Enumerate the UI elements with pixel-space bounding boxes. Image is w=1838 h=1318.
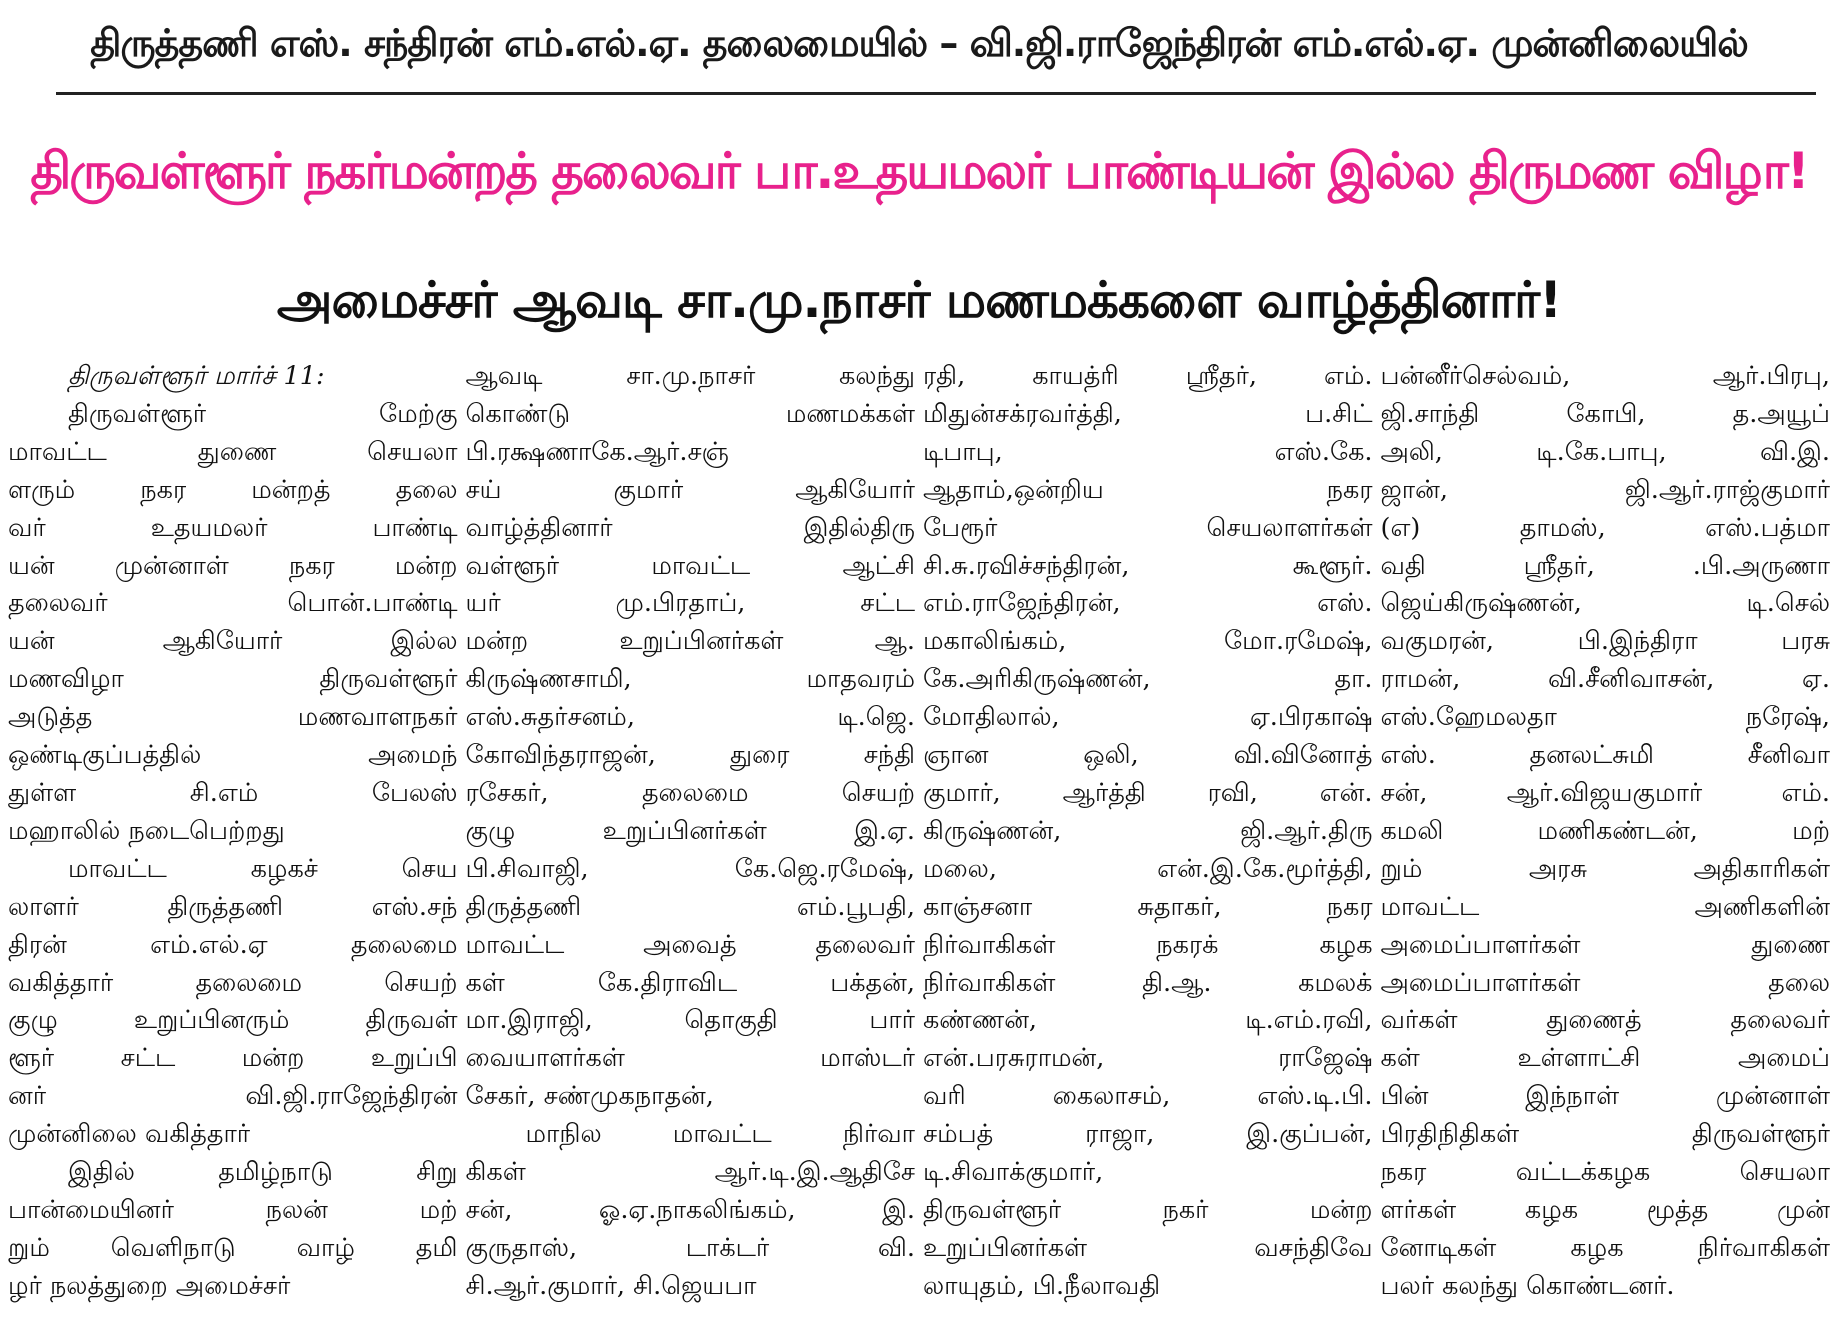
article-line: சன், ஓ.ஏ.நாகலிங்கம், இ. xyxy=(465,1194,915,1225)
article-line: எஸ்.சுதர்சனம், டி.ஜெ. xyxy=(465,702,915,733)
article-line: லாயுதம், பி.நீலாவதி xyxy=(923,1270,1161,1301)
article-line: இதில் தமிழ்நாடு சிறு xyxy=(68,1157,458,1188)
article-line: குருதாஸ், டாக்டர் வி. xyxy=(465,1232,915,1263)
article-line: சி.ஆர்.குமார், சி.ஜெயபா xyxy=(465,1270,757,1301)
article-line: யன் முன்னாள் நகர மன்ற xyxy=(8,550,458,581)
article-line: கோவிந்தராஜன், துரை சந்தி xyxy=(465,740,915,771)
article-line: வதி ஸ்ரீதர், .பி.அருணா xyxy=(1380,550,1830,581)
article-line: மலை, என்.இ.கே.மூர்த்தி, xyxy=(923,853,1373,884)
article-line: திருவள்ளூர் நகர் மன்ற xyxy=(923,1194,1373,1225)
article-line: குமார், ஆர்த்தி ரவி, என். xyxy=(923,777,1373,808)
article-line: ஜான், ஜி.ஆர்.ராஜ்குமார் xyxy=(1380,474,1830,505)
article-line: வகுமரன், பி.இந்திரா பரசு xyxy=(1380,626,1830,657)
article-line: துள்ள சி.எம் பேலஸ் xyxy=(8,777,458,808)
article-line: வரி கைலாசம், எஸ்.டி.பி. xyxy=(923,1081,1373,1112)
article-line: காஞ்சனா சுதாகர், நகர xyxy=(923,891,1373,922)
header-rule xyxy=(56,92,1816,95)
article-line: என்.பரசுராமன், ராஜேஷ் xyxy=(923,1043,1373,1074)
article-line: மாவட்ட கழகச் செய xyxy=(68,853,458,884)
article-line: வகித்தார் தலைமை செயற் xyxy=(8,967,458,998)
article-line: ஜி.சாந்தி கோபி, த.அயூப் xyxy=(1380,398,1830,429)
article-line: வள்ளூர் மாவட்ட ஆட்சி xyxy=(465,550,915,581)
article-line: ரதி, காயத்ரி ஸ்ரீதர், எம். xyxy=(923,361,1373,391)
article-line: சய் குமார் ஆகியோர் xyxy=(465,474,915,505)
article-line: ழர் நலத்துறை அமைச்சர் xyxy=(8,1270,291,1301)
article-line: கண்ணன், டி.எம்.ரவி, xyxy=(923,1005,1373,1036)
article-line: பின் இந்நாள் முன்னாள் xyxy=(1380,1081,1830,1112)
article-line: திருவள்ளூர் மேற்கு xyxy=(68,398,458,429)
article-line: பன்னீர்செல்வம், ஆர்.பிரபு, xyxy=(1380,361,1830,391)
article-line: மணவிழா திருவள்ளூர் xyxy=(8,664,458,695)
article-line: மாவட்ட துணை செயலா xyxy=(8,436,458,467)
article-line: ளரும் நகர மன்றத் தலை xyxy=(8,474,458,505)
article-line: சி.சு.ரவிச்சந்திரன், கூளூர். xyxy=(923,550,1373,581)
article-line: மாவட்ட அணிகளின் xyxy=(1380,891,1830,922)
article-line: யர் மு.பிரதாப், சட்ட xyxy=(465,588,915,619)
article-line: கள் கே.திராவிட பக்தன், xyxy=(465,967,915,998)
article-line: ளர்கள் கழக மூத்த முன் xyxy=(1380,1194,1830,1225)
article-line: குழு உறுப்பினர்கள் இ.ஏ. xyxy=(465,815,915,846)
article-line: முன்னிலை வகித்தார் xyxy=(8,1119,251,1150)
article-line: னோடிகள் கழக நிர்வாகிகள் xyxy=(1380,1232,1830,1263)
kicker-line: திருத்தணி எஸ். சந்திரன் எம்.எல்.ஏ. தலைமையில் – வி.ஜி.ராஜேந்திரன் எம்.எல்.ஏ. முன்னிலையில் xyxy=(90,21,1748,65)
article-line: பேரூர் செயலாளர்கள் xyxy=(923,512,1373,543)
article-line: ராமன், வி.சீனிவாசன், ஏ. xyxy=(1380,664,1830,695)
article-line: தலைவர் பொன்.பாண்டி xyxy=(8,588,458,619)
dateline: திருவள்ளூர் மார்ச் 11: xyxy=(68,361,325,391)
article-line: கிகள் ஆர்.டி.இ.ஆதிசே xyxy=(465,1157,915,1188)
article-line: கள் உள்ளாட்சி அமைப் xyxy=(1380,1043,1830,1074)
article-line: ளூர் சட்ட மன்ற உறுப்பி xyxy=(8,1043,458,1074)
article-line: ஜெய்கிருஷ்ணன், டி.செல் xyxy=(1380,588,1830,619)
article-line: சன், ஆர்.விஜயகுமார் எம். xyxy=(1380,777,1830,808)
article-line: ஞான ஒலி, வி.வினோத் xyxy=(923,740,1373,771)
article-line: கிருஷ்ணன், ஜி.ஆர்.திரு xyxy=(923,815,1373,846)
article-body xyxy=(8,358,1830,1308)
article-line: வர் உதயமலர் பாண்டி xyxy=(8,512,458,543)
article-line: சம்பத் ராஜா, இ.குப்பன், xyxy=(923,1119,1373,1150)
article-line: உறுப்பினர்கள் வசந்திவே xyxy=(923,1232,1373,1263)
article-column-3 xyxy=(923,358,1373,1308)
article-line: வர்கள் துணைத் தலைவர் xyxy=(1380,1005,1830,1036)
article-line: மகாலிங்கம், மோ.ரமேஷ், xyxy=(923,626,1373,657)
article-line: திருத்தணி எம்.பூபதி, xyxy=(465,891,915,922)
article-line: மன்ற உறுப்பினர்கள் ஆ. xyxy=(465,626,915,657)
article-line: லாளர் திருத்தணி எஸ்.சந் xyxy=(8,891,458,922)
article-line: பலர் கலந்து கொண்டனர். xyxy=(1380,1270,1675,1301)
article-column-4 xyxy=(1381,358,1831,1308)
article-line: றும் அரசு அதிகாரிகள் xyxy=(1380,853,1830,884)
article-line: எஸ். தனலட்சுமி சீனிவா xyxy=(1380,740,1830,771)
article-line: அமைப்பாளர்கள் தலை xyxy=(1380,967,1830,998)
article-line: மஹாலில் நடைபெற்றது xyxy=(8,815,285,846)
article-line: கமலி மணிகண்டன், மற் xyxy=(1380,815,1830,846)
article-line: னர் வி.ஜி.ராஜேந்திரன் xyxy=(8,1081,458,1112)
article-column-2 xyxy=(466,358,916,1308)
article-line: (எ) தாமஸ், எஸ்.பத்மா xyxy=(1380,512,1830,543)
article-line: சேகர், சண்முகநாதன், xyxy=(465,1081,714,1112)
article-line: டிபாபு, எஸ்.கே. xyxy=(923,436,1373,467)
article-line: மா.இராஜி, தொகுதி பார் xyxy=(465,1005,915,1036)
article-line: மிதுன்சக்ரவர்த்தி, ப.சிட் xyxy=(923,398,1373,429)
article-line: கொண்டு மணமக்கள் xyxy=(465,398,915,429)
article-line: றும் வெளிநாடு வாழ் தமி xyxy=(8,1232,458,1263)
article-line: டி.சிவாக்குமார், xyxy=(923,1157,1104,1188)
article-line: பான்மையினர் நலன் மற் xyxy=(8,1194,458,1225)
article-line: நிர்வாகிகள் தி.ஆ. கமலக் xyxy=(923,967,1373,998)
article-line: கே.அரிகிருஷ்ணன், தா. xyxy=(923,664,1373,695)
article-line: பி.சிவாஜி, கே.ஜெ.ரமேஷ், xyxy=(465,853,915,884)
article-line: மோதிலால், ஏ.பிரகாஷ் xyxy=(923,702,1373,733)
article-line: நகர வட்டக்கழக செயலா xyxy=(1380,1157,1830,1188)
article-line: யன் ஆகியோர் இல்ல xyxy=(8,626,458,657)
article-line: நிர்வாகிகள் நகரக் கழக xyxy=(923,929,1373,960)
main-headline: திருவள்ளூர் நகர்மன்றத் தலைவர் பா.உதயமலர் பாண்டியன் இல்ல திருமண விழா! xyxy=(30,141,1808,200)
article-line: பி.ரக்ஷணாகே.ஆர்.சஞ் xyxy=(465,436,729,467)
article-line: ஆவடி சா.மு.நாசர் கலந்து xyxy=(465,361,915,391)
article-line: அடுத்த மணவாளநகர் xyxy=(8,702,458,733)
article-line: திரன் எம்.எல்.ஏ தலைமை xyxy=(8,929,458,960)
article-line: குழு உறுப்பினரும் திருவள் xyxy=(8,1005,458,1036)
article-line: வாழ்த்தினார் இதில்திரு xyxy=(465,512,915,543)
article-line: ஆதாம்,ஒன்றிய நகர xyxy=(923,474,1373,505)
article-line: ஒண்டிகுப்பத்தில் அமைந் xyxy=(8,740,458,771)
sub-headline: அமைச்சர் ஆவடி சா.மு.நாசர் மணமக்களை வாழ்த்தினார்! xyxy=(276,270,1562,329)
article-line: மாநில மாவட்ட நிர்வா xyxy=(525,1119,915,1150)
article-line: பிரதிநிதிகள் திருவள்ளூர் xyxy=(1380,1119,1830,1150)
article-line: ரசேகர், தலைமை செயற் xyxy=(465,777,915,808)
article-line: அமைப்பாளர்கள் துணை xyxy=(1380,929,1830,960)
article-line: எம்.ராஜேந்திரன், எஸ். xyxy=(923,588,1373,619)
article-line: அலி, டி.கே.பாபு, வி.இ. xyxy=(1380,436,1830,467)
article-column-1 xyxy=(8,358,458,1308)
article-line: வையாளர்கள் மாஸ்டர் xyxy=(465,1043,915,1074)
article-line: கிருஷ்ணசாமி, மாதவரம் xyxy=(465,664,915,695)
article-line: மாவட்ட அவைத் தலைவர் xyxy=(465,929,915,960)
article-line: எஸ்.ஹேமலதா நரேஷ், xyxy=(1380,702,1830,733)
